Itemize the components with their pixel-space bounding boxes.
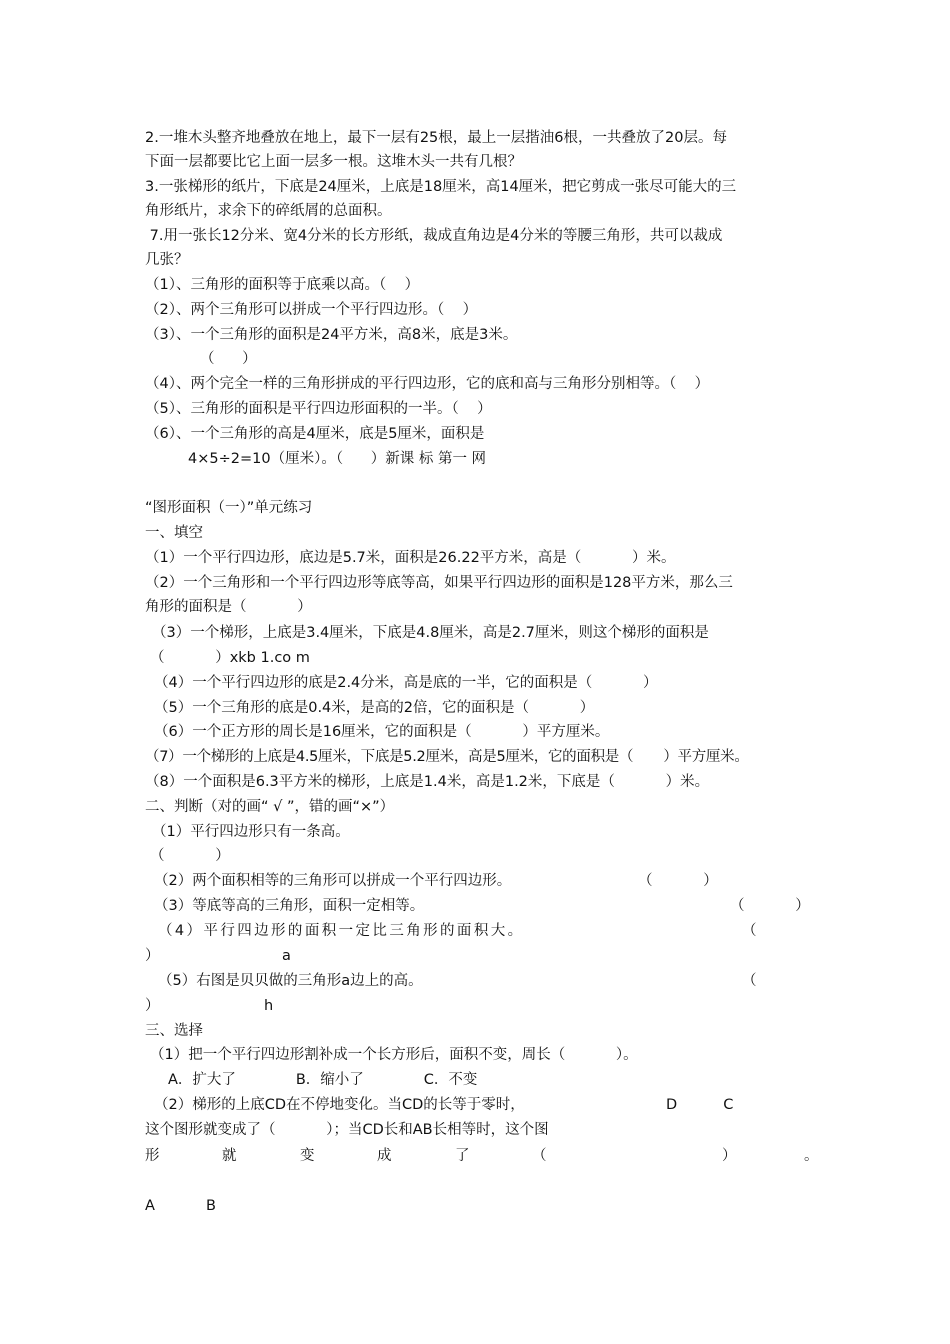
figure-label-a: a xyxy=(282,948,291,964)
figure-label-dc: D C xyxy=(666,1097,734,1113)
figure-label-h: h xyxy=(264,998,274,1014)
fill-item-4: （4）一个平行四边形的底是2.4分米，高是底的一半，它的面积是（ ） xyxy=(154,675,658,691)
judge2-item-3-paren: （ ） xyxy=(730,898,810,914)
justified-paren-close: ） xyxy=(722,1148,737,1164)
fill-item-3-line-2: （ ）xkb 1.co m xyxy=(150,650,310,666)
judge2-item-2-paren: （ ） xyxy=(638,873,718,889)
judge2-item-4-paren-open: （ xyxy=(742,923,757,939)
justified-char-4: 成 xyxy=(377,1148,392,1164)
choice-item-1: （1）把一个平行四边形割补成一个长方形后，面积不变，周长（ ）。 xyxy=(150,1047,638,1063)
problem-7-line-1: 7.用一张长12分米、宽4分米的长方形纸，裁成直角边是4分米的等腰三角形，共可以裁成 xyxy=(145,228,723,244)
fill-item-8: （8）一个面积是6.3平方米的梯形，上底是1.4米，高是1.2米，下底是（ ）米。 xyxy=(145,774,710,790)
judge2-item-5: （5）右图是贝贝做的三角形a边上的高。 xyxy=(158,973,423,989)
judge2-item-4: （4）平行四边形的面积一定比三角形的面积大。 xyxy=(158,923,525,939)
problem-2-line-1: 2.一堆木头整齐地叠放在地上，最下一层有25根，最上一层揩油6根，一共叠放了20层。每 xyxy=(145,130,727,146)
fill-item-2-line-1: （2）一个三角形和一个平行四边形等底等高，如果平行四边形的面积是128平方米，那么三 xyxy=(145,575,733,591)
judge-item-1: （1）、三角形的面积等于底乘以高。（ ） xyxy=(145,277,420,293)
judge2-item-1: （1）平行四边形只有一条高。 xyxy=(152,824,350,840)
judge-item-3-paren: （ ） xyxy=(200,351,257,367)
judge-item-2: （2）、两个三角形可以拼成一个平行四边形。（ ） xyxy=(145,302,478,318)
judge-item-5: （5）、三角形的面积是平行四边形面积的一半。（ ） xyxy=(145,401,492,417)
figure-label-a-point: A xyxy=(145,1198,155,1214)
fill-item-2-line-2: 角形的面积是（ ） xyxy=(145,599,312,615)
fill-item-1: （1）一个平行四边形，底边是5.7米，面积是26.22平方米，高是（ ）米。 xyxy=(145,550,676,566)
choice-item-1-options: A．扩大了 B．缩小了 C．不变 xyxy=(168,1072,478,1088)
judge2-item-2: （2）两个面积相等的三角形可以拼成一个平行四边形。 xyxy=(154,873,512,889)
section-fill-heading: 一、填空 xyxy=(145,525,203,541)
judge2-item-5-paren-close: ） xyxy=(145,998,160,1014)
judge-item-6: （6）、一个三角形的高是4厘米，底是5厘米，面积是 xyxy=(145,426,485,442)
problem-3-line-1: 3.一张梯形的纸片，下底是24厘米，上底是18厘米，高14厘米，把它剪成一张尽可能大的三 xyxy=(145,179,737,195)
judge-item-6-formula: 4×5÷2=10（厘米）。（ ）新课 标 第一 网 xyxy=(188,451,487,467)
justified-char-2: 就 xyxy=(222,1148,237,1164)
section-title: “图形面积（一）”单元练习 xyxy=(145,500,313,516)
figure-label-b-point: B xyxy=(206,1198,216,1214)
choice-item-2-line-1: （2）梯形的上底CD在不停地变化。当CD的长等于零时， xyxy=(154,1097,525,1113)
choice-item-2-line-2: 这个图形就变成了（ ）；当CD长和AB长相等时，这个图 xyxy=(145,1122,549,1138)
judge2-item-1-paren: （ ） xyxy=(150,848,230,864)
fill-item-3-line-1: （3）一个梯形，上底是3.4厘米，下底是4.8厘米，高是2.7厘米，则这个梯形的面积是 xyxy=(152,625,709,641)
fill-item-6: （6）一个正方形的周长是16厘米，它的面积是（ ）平方厘米。 xyxy=(154,724,610,740)
section-choice-heading: 三、选择 xyxy=(145,1023,203,1039)
justified-char-1: 形 xyxy=(145,1148,160,1164)
justified-char-3: 变 xyxy=(300,1148,315,1164)
justified-paren-open: （ xyxy=(532,1148,547,1164)
fill-item-5: （5）一个三角形的底是0.4米，是高的2倍，它的面积是（ ） xyxy=(154,700,595,716)
problem-3-line-2: 角形纸片，求余下的碎纸屑的总面积。 xyxy=(145,203,392,219)
section-judge-heading: 二、判断（对的画“ √ ”，错的画“×”） xyxy=(145,799,395,815)
judge2-item-4-paren-close: ） xyxy=(145,948,160,964)
judge-item-4: （4）、两个完全一样的三角形拼成的平行四边形，它的底和高与三角形分别相等。（ ） xyxy=(145,376,710,392)
justified-char-5: 了 xyxy=(455,1148,470,1164)
judge2-item-3: （3）等底等高的三角形，面积一定相等。 xyxy=(154,898,425,914)
problem-7-line-2: 几张？ xyxy=(145,252,189,268)
fill-item-7: （7）一个梯形的上底是4.5厘米，下底是5.2厘米，高是5厘米，它的面积是（ ）平方厘米。 xyxy=(145,749,749,765)
judge-item-3: （3）、一个三角形的面积是24平方米，高8米，底是3米。 xyxy=(145,327,518,343)
problem-2-line-2: 下面一层都要比它上面一层多一根。这堆木头一共有几根？ xyxy=(145,154,522,170)
justified-period: 。 xyxy=(804,1148,819,1164)
judge2-item-5-paren-open: （ xyxy=(742,973,757,989)
